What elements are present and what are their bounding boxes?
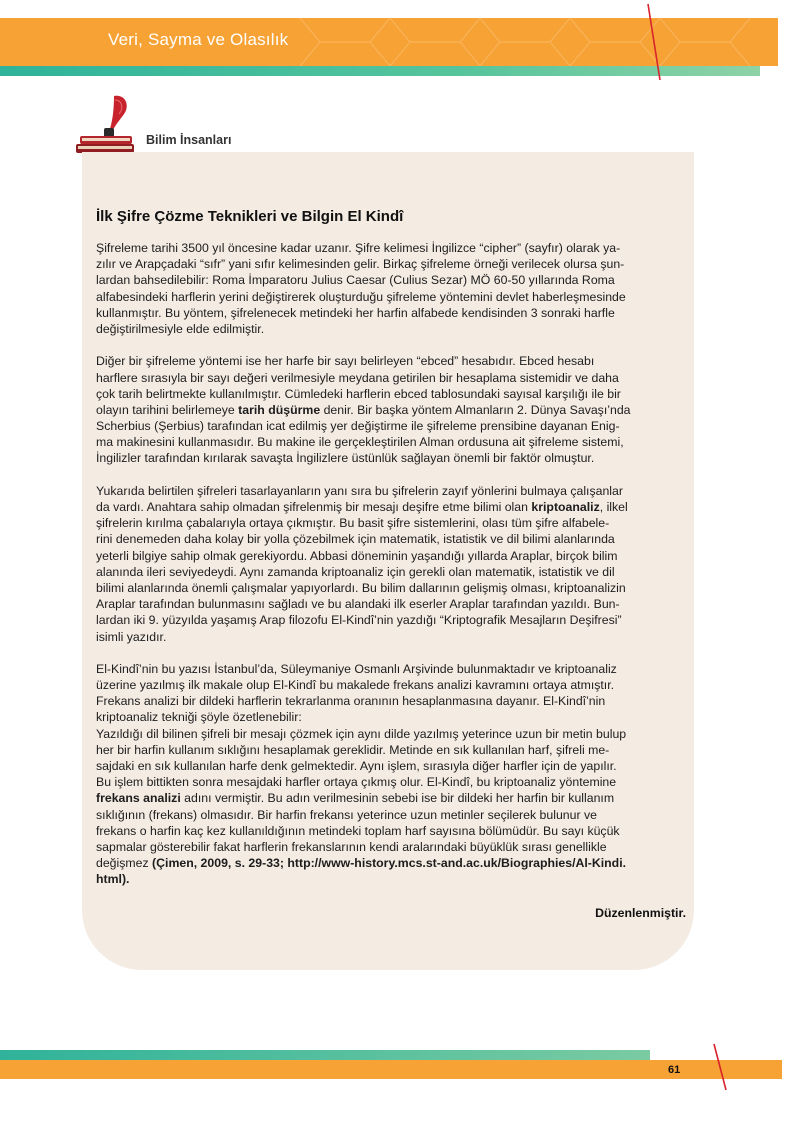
- paragraph-line: bilimi alanlarında önemli çalışmalar yapıyorlardı. Bu bilim dallarının gelişmiş olması, kriptoanalizin: [96, 580, 626, 595]
- paragraph-line: kullanmıştır. Bu yöntem, şifrelenecek metindeki her harfin alfabede kendisinden 3 sonraki harfle: [96, 305, 615, 320]
- paragraph-line: harflere sırasıyla bir sayı değeri verilmesiyle meydana getirilen bir hesaplama sistemidir ve daha: [96, 370, 619, 385]
- paragraph-line: değişmez (Çimen, 2009, s. 29-33; http://www-history.mcs.st-and.ac.uk/Biographies/Al-Kindi.: [96, 856, 627, 871]
- term-frekans-analizi: frekans analizi: [96, 791, 181, 806]
- paragraph-line: üzerine yazılmış ilk makale olup El-Kindî bu makalede frekans analizi kavramını ortaya atmıştır.: [96, 678, 615, 693]
- paragraph-line: yeterli bilgiye sahip olmak gerekiyordu. Abbasi döneminin yaşandığı yıllarda Araplar, birçok bilim: [96, 548, 618, 563]
- article-body: [96, 240, 686, 888]
- paragraph-line: Bu işlem bittikten sonra mesajdaki harfler ortaya çıkmış olur. El-Kindî, bu kriptoanaliz yöntemine: [96, 775, 617, 790]
- footer-red-accent: [700, 1040, 740, 1090]
- paragraph-line: El-Kindî’nin bu yazısı İstanbul’da, Süleymaniye Osmanlı Arşivinde bulunmaktadır ve kriptoanaliz: [96, 661, 617, 676]
- paragraph-line: sapmalar gösterebilir fakat harflerin frekanslarının kendi aralarındaki büyüklük sırası genellikle: [96, 839, 607, 854]
- paragraph-line: Diğer bir şifreleme yöntemi ise her harfe bir sayı belirleyen “ebced” hesabıdır. Ebced hesabı: [96, 354, 595, 369]
- paragraph-line: olayın tarihini belirlemeye tarih düşürme denir. Bir başka yöntem Almanların 2. Dünya Savaşı’nda: [96, 402, 631, 417]
- paragraph-line: frekans o harfin kaç kez kullanıldığının metindeki toplam harf sayısına bölümüdür. Bu sayı küçük: [96, 823, 620, 838]
- paragraph-line: sajdaki en sık kullanılan harfe denk gelmektedir. Aynı işlem, sırasıyla diğer harfler için de yapılır.: [96, 759, 617, 773]
- paragraph-line: rini denemeden daha kolay bir yolla çözebilmek için matematik, istatistik ve dil bilimi alanlarında: [96, 532, 615, 547]
- paragraph-line: da vardı. Anahtara sahip olmadan şifrelenmiş bir mesajı deşifre etme bilimi olan kriptoanaliz, ilkel: [96, 500, 628, 514]
- chapter-title: Veri, Sayma ve Olasılık: [108, 30, 289, 49]
- paragraph-line: her bir harfin kullanım sıklığını hesaplamak gereklidir. Metinde en sık kullanılan harf, şifreli me-: [96, 742, 610, 757]
- paragraph-line: alfabesindeki harflerin yerini değiştirerek oluşturduğu şifreleme yöntemini devlet haberleşmesinde: [96, 289, 626, 304]
- term-tarih-dusurme: tarih düşürme: [238, 402, 321, 417]
- citation: (Çimen, 2009, s. 29-33; http://www-history.mcs.st-and.ac.uk/Biographies/Al-Kindi.: [152, 856, 627, 871]
- footer-bar: [0, 1060, 782, 1079]
- paragraph-line: Yukarıda belirtilen şifreleri tasarlayanların yanı sıra bu şifrelerin zayıf yönlerini bulmaya çalışanlar: [96, 483, 623, 498]
- paragraph-line: kriptoanaliz tekniği şöyle özetlenebilir:: [96, 710, 302, 725]
- paragraph-line: İngilizler tarafından kırılarak savaşta İngilizlere üstünlük sağlayan önemli bir faktör olmuştur.: [96, 451, 595, 466]
- paragraph-line: Frekans analizi bir dildeki harflerin tekrarlanma oranının hesaplanmasına dayanır. El-Kindî’nin: [96, 694, 606, 709]
- paragraph-line: ma makinesini kullanmasıdır. Bu makine ile gerçekleştirilen Alman ordusuna ait şifreleme sistemi,: [96, 435, 624, 450]
- paragraph-line: sıklığının (frekans) olmasıdır. Bir harfin frekansı yeterince uzun metinler seçilerek bulunur ve: [96, 807, 597, 822]
- paragraph-line: zılır ve Arapçadaki “sıfr” yani sıfır kelimesinden gelir. Birkaç şifreleme örneği verilecek olursa şun-: [96, 257, 625, 272]
- edited-note: Düzenlenmiştir.: [595, 906, 686, 920]
- header-red-accent: [0, 0, 794, 80]
- article-title: İlk Şifre Çözme Teknikleri ve Bilgin El Kindî: [96, 208, 404, 225]
- paragraph-line: isimli yazıdır.: [96, 629, 167, 644]
- paragraph-line: şifrelerin kırılma çabalarıyla ortaya çıkmıştır. Bu basit şifre sistemlerini, olası tüm şifre alfabele-: [96, 516, 610, 531]
- term-kriptoanaliz: kriptoanaliz: [531, 500, 600, 514]
- books-quill-icon: [74, 92, 140, 158]
- paragraph-line: lardan iki 9. yüzyılda yaşamış Arap filozofu El-Kindî’nin yazdığı “Kriptografik Mesajların Deşifresi”: [96, 613, 622, 628]
- page-number: 61: [668, 1064, 681, 1076]
- paragraph-line: [96, 871, 686, 887]
- paragraph-line: frekans analizi adını vermiştir. Bu adın verilmesinin sebebi ise bir dildeki her harfin bir kullanım: [96, 791, 615, 806]
- citation-end: html).: [96, 872, 130, 887]
- footer-green-stripe: [0, 1050, 650, 1060]
- paragraph-line: alanında ileri seviyedeydi. Aynı zamanda kriptoanaliz için gerekli olan matematik, istatistik ve dil: [96, 564, 615, 579]
- paragraph-line: çok tarih belirtmekte kullanılmıştır. Cümledeki harflerin ebced tablosundaki sayısal karşılığı ile bir: [96, 386, 621, 401]
- paragraph-line: Şifreleme tarihi 3500 yıl öncesine kadar uzanır. Şifre kelimesi İngilizce “cipher” (sayfır) olarak ya-: [96, 241, 621, 255]
- paragraph-line: değiştirilmesiyle elde edilmiştir.: [96, 321, 265, 336]
- section-label: Bilim İnsanları: [146, 133, 232, 147]
- paragraph-line: Scherbius (Şerbius) tarafından icat edilmiş yer değiştirme ile şifreleme prensibine dayanan Enig-: [96, 419, 620, 434]
- paragraph-line: Yazıldığı dil bilinen şifreli bir mesajı çözmek için aynı dilde yazılmış yeterince uzun bir metin bulup: [96, 726, 627, 741]
- paragraph-line: lardan bahsedilebilir: Roma İmparatoru Julius Caesar (Culius Sezar) MÖ 60-50 yıllarında Roma: [96, 273, 615, 288]
- paragraph-line: Araplar tarafından bulunmasını sağladı ve bu alandaki ilk eserler Araplar tarafından yazıldı. Bun-: [96, 597, 620, 612]
